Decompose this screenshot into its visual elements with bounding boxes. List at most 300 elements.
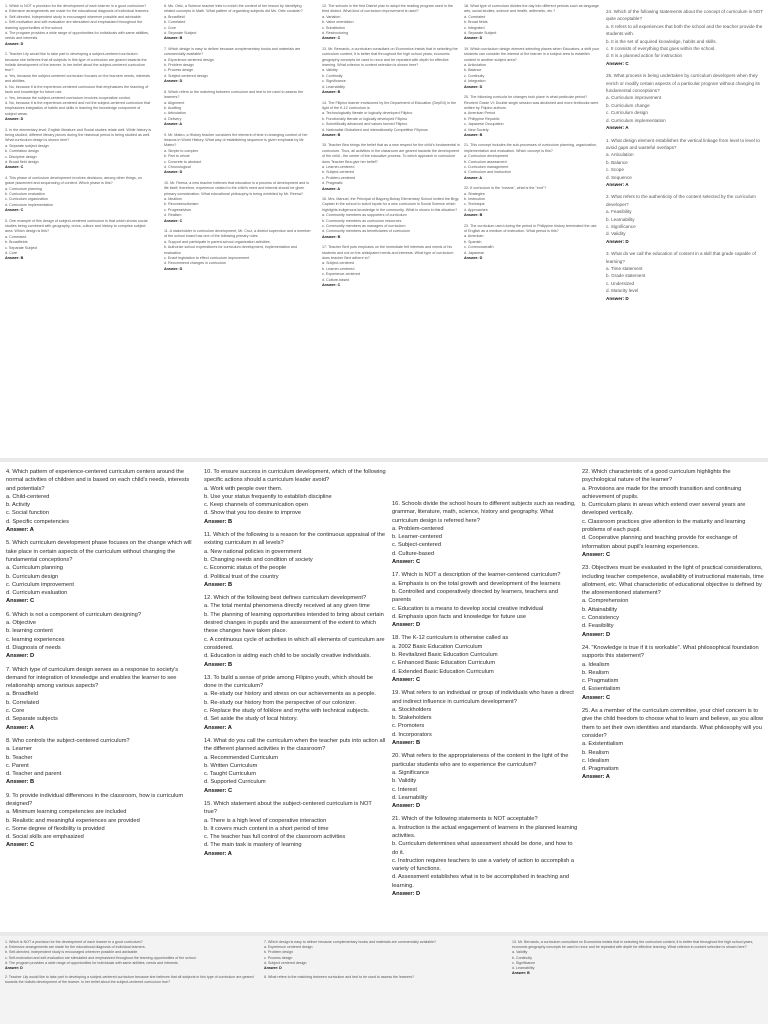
question-text: 25. What process is being undertaken by curriculum developers when they enrich or modify certain aspects of a particular program without changing its fundamental conceptions? xyxy=(606,73,760,94)
answer-option: c. Scientifically advanced and values formed Filipino xyxy=(322,122,408,127)
answer-option: c. Enact legislation to effect curriculum improvement xyxy=(164,256,250,261)
question-item xyxy=(392,752,578,810)
answer-option: c. Core xyxy=(6,708,25,715)
question-item xyxy=(464,47,600,90)
answer-option: d. Incorporators xyxy=(392,731,432,738)
answer-option: c. Education is a means to develop social creative individual xyxy=(392,605,544,612)
answer-option: a. Curriculum planning xyxy=(5,186,42,191)
answer-option: d. Recommend changes in curriculum xyxy=(164,261,226,266)
answer-option: b. Authorize school expenditures for curriculum development, implementation and evaluation xyxy=(164,245,298,255)
question-text: 3. What do we call the education of content in a skill that grade capable of learning? xyxy=(606,251,756,264)
answer-key: Answer: A xyxy=(6,724,34,731)
answer-option: d. Separate Subject xyxy=(164,31,197,36)
answer-option: b. Instruction xyxy=(464,197,486,201)
answer-option: c. Concrete to abstract xyxy=(164,159,202,164)
question-item xyxy=(582,468,764,559)
question-text: 13. Mr. Bernardo, a curriculum consultant on Economics insists that in selecting the curriculum content, it is better that throughout the high school years, economic geography concepts be used to recur and be repeated with depth for effective learning. What criterion in content selection is shown here? xyxy=(322,46,458,68)
answer-option: c. Discipline design xyxy=(5,154,37,159)
question-item xyxy=(164,47,312,85)
question-item xyxy=(464,224,600,262)
question-text: 8. Which refers to the matching between curriculum and test to be used to assess the learners? xyxy=(164,89,304,100)
answer-option: c. Self-motivation and self-evaluation are stimulated and emphasized throughout the learning opportunities of the school. xyxy=(5,955,197,960)
question-text: 8. Who controls the subject-centered curriculum? xyxy=(6,737,130,744)
answer-option: a. Curriculum planning xyxy=(6,565,63,572)
answer-option: c. Some degree of flexibility is provided xyxy=(6,825,105,832)
answer-option: c. Curriculum organization xyxy=(5,197,48,202)
question-text: 7. Which design is easy to deliver because complementary books and materials are commercially available? xyxy=(164,46,301,57)
answer-option: a. Support and participate in parent-school organization activities xyxy=(164,239,270,244)
answer-option: c. Progressivism xyxy=(164,207,192,212)
question-item xyxy=(322,197,460,240)
question-text: 12. Which of the following best defines curriculum development? xyxy=(204,595,367,602)
answer-option: d. No, because it is the experience-centered and not the subject-centered curriculum that emphasizes integration of habits and skills in learning the knowledge component of subject areas. xyxy=(5,100,151,116)
answer-option: b. Subject-centered xyxy=(322,170,354,175)
question-text: 24. "Knowledge is true if it is workable". What philosophical foundation supports this statement? xyxy=(582,644,759,660)
question-text: 22. If curriculum is the "means", what is the "end"? xyxy=(464,186,547,191)
answer-key: Answer: D xyxy=(5,966,23,971)
p2-col-3 xyxy=(392,500,578,930)
answer-option: c. It consists of everything that goes within the school. xyxy=(606,46,716,52)
answer-option: a. Alignment xyxy=(164,100,185,105)
question-text: 13. To build a sense of pride among Filipino youth, which should be done in the curriculum? xyxy=(204,674,374,690)
question-text: 6. Which is not a component of curriculum designing? xyxy=(6,611,141,618)
question-item xyxy=(5,975,255,985)
answer-key: Answer: D xyxy=(464,256,483,261)
answer-key: Answer: B xyxy=(164,36,183,41)
answer-option: a. Extensive arrangements are made for the educational diagnosis of individual learners. xyxy=(5,945,146,950)
answer-option: c. learning experiences xyxy=(6,636,65,643)
answer-key: Answer: A xyxy=(606,181,629,187)
question-item xyxy=(606,250,764,302)
question-text: 18. What type of curriculum divides the day into different periods such as language arts, social studies, science and health, arithmetic, etc.? xyxy=(464,4,599,14)
answer-option: a. Time statement xyxy=(606,266,643,271)
answer-option: b. Auditing xyxy=(164,105,182,110)
p2-col-4 xyxy=(582,468,764,930)
answer-key: Answer: A xyxy=(164,122,183,127)
answer-key: Answer: D xyxy=(392,622,421,629)
answer-option: d. Show that you too desire to improve xyxy=(204,510,302,517)
answer-option: a. Feasibility xyxy=(606,209,632,215)
question-text: 10. Mr. Reena, a new teacher believes that education is a process of development and is life itself; therefore, experience related to the child's need and interest should be given primary consideration. What educational philosophy is being exhibited by Mr. Reena? xyxy=(164,180,309,196)
answer-option: a. Experience centered design xyxy=(264,945,313,950)
answer-key: Answer: B xyxy=(204,518,233,525)
question-item xyxy=(392,634,578,684)
answer-option: b. Problem design xyxy=(164,63,194,68)
question-item xyxy=(512,940,764,976)
question-item xyxy=(264,975,504,980)
answer-option: c. Replace the study of folklore and myths with technical subjects. xyxy=(204,708,370,715)
answer-option: b. Validity xyxy=(392,778,417,785)
question-text: 20. What refers to the appropriateness of the content in the light of the particular students who are to experience the curriculum? xyxy=(392,753,569,768)
answer-option: b. Grade statement xyxy=(606,273,646,279)
answer-option: b. Correlated xyxy=(164,20,186,25)
question-text: 16. Mrs. Manuel, the Principal of Bagong Buhay Elementary School invited the Brgy. Captain in the school to solicit inputs for a new curriculum in Social Science which highlights indigenous knowledge in the community. What is shown in this situation? xyxy=(322,197,460,212)
answer-option: b. Stakeholders xyxy=(392,715,432,722)
question-text: 1. What design element establishes the vertical linkage from level to level to avoid gaps and wasteful overlaps? xyxy=(606,137,760,150)
answer-option: a. Correlated xyxy=(5,234,27,239)
question-text: 1. Which is NOT a provision for the development of each learner in a good curriculum? xyxy=(5,4,147,8)
answer-option: a. Existentialism xyxy=(582,741,624,748)
question-item xyxy=(164,229,312,272)
p2-col-2 xyxy=(204,468,386,930)
answer-option: a. Problem-centered xyxy=(392,525,444,532)
question-text: 2. Teacher Lily would like to take part in developing a subject-centered curriculum because she believes that all subjects in this type of curriculum are geared towards the holistic development of the learner. Is her belief about the subject-centered curriculum true? xyxy=(5,975,254,985)
answer-key: Answer: B xyxy=(322,234,341,239)
question-text: 13. Mr. Bernardo, a curriculum consultant on Economics insists that in selecting the curriculum content, it is better that throughout the high school years, economic geography concepts be used to recur and be repeated with depth for effective learning. What criterion in content selection is shown here? xyxy=(512,940,754,950)
answer-option: d. Separate subjects xyxy=(6,716,58,723)
question-text: 12. The schools in the first District plan to adopt the reading program used in the third district. What kind of curriculum improvement is used? xyxy=(322,4,453,14)
answer-option: a. New national policies in government xyxy=(204,548,302,555)
answer-option: c. Integrated xyxy=(464,25,485,30)
question-text: 19. What refers to an individual or group of individuals who have a direct and indirect influence in curriculum development? xyxy=(392,690,574,705)
answer-option: b. Self-directed, independent study is encouraged wherever possible and advisable. xyxy=(5,950,139,955)
answer-option: d. Restructuring xyxy=(322,31,349,36)
answer-key: Answer: B xyxy=(204,581,233,588)
question-item xyxy=(6,737,192,787)
answer-option: d. Nationalist Globalized and internationally Competitive Filipinos xyxy=(322,127,428,132)
answer-key: Answer: B xyxy=(392,740,421,747)
answer-key: Answer: B xyxy=(322,132,341,137)
question-item xyxy=(164,133,312,176)
question-item xyxy=(606,72,764,131)
question-item xyxy=(392,689,578,747)
answer-option: d. Learnability xyxy=(512,966,535,971)
question-text: 1. Which is NOT a provision for the development of each learner in a good curriculum? xyxy=(5,940,143,944)
answer-option: c. Commonwealth xyxy=(464,245,494,250)
answer-key: Answer: C xyxy=(322,36,341,41)
answer-option: d. Validity xyxy=(606,231,626,237)
answer-option: d. Culture-based xyxy=(322,277,350,282)
answer-option: a. The total mental phenomena directly received at any given time xyxy=(204,603,370,610)
question-item xyxy=(322,4,460,42)
question-text: 6. Ms. Ortiz, a Science teacher tries to enrich the content of her lesson by identifying related concepts in Math. What pattern of organizing subjects did Ms. Ortiz consider? xyxy=(164,4,303,14)
answer-option: d. Subject centered design xyxy=(264,960,307,965)
answer-option: b. Realistic and meaningful experiences are provided xyxy=(6,817,140,824)
answer-key: Answer: C xyxy=(204,787,233,794)
answer-option: a. Correlated xyxy=(464,14,486,19)
answer-option: d. Pragmatic xyxy=(322,181,343,186)
answer-option: c. Curriculum management xyxy=(464,164,509,169)
p1-col-1 xyxy=(5,4,152,456)
answer-option: a. Curriculum development xyxy=(464,154,509,159)
answer-option: a. It refers to all experiences that both the school and the teacher provide the students with. xyxy=(606,23,763,37)
question-item xyxy=(322,101,460,139)
answer-option: b. Revitalized Basic Education Curriculum xyxy=(392,652,498,659)
answer-key: Answer: C xyxy=(582,551,611,558)
answer-option: c. Technique xyxy=(464,202,485,207)
answer-option: b. Curriculum change xyxy=(606,102,650,108)
answer-option: d. Education is aiding each child to be socially creative individuals. xyxy=(204,653,371,660)
answer-option: a. Strategies xyxy=(464,191,485,196)
answer-option: d. Learnability xyxy=(322,84,345,89)
p1-col-3 xyxy=(322,4,460,456)
question-item xyxy=(322,47,460,96)
answer-option: d. Separate Subject xyxy=(464,31,497,36)
answer-key: Answer: C xyxy=(164,218,183,223)
answer-option: b. Curriculum evaluation xyxy=(5,192,45,196)
answer-option: a. Extensive arrangements are made for the educational diagnosis of individual learners. xyxy=(5,9,150,14)
answer-option: b. Philippine Republic xyxy=(464,116,500,121)
answer-option: d. Community members as beneficiaries of curriculum xyxy=(322,229,410,234)
answer-option: d. Feasibility xyxy=(582,623,614,630)
question-text: 18. The K-12 curriculum is otherwise called as xyxy=(392,635,509,642)
question-item xyxy=(582,707,764,782)
question-item xyxy=(5,940,255,971)
answer-option: b. Curriculum assessment xyxy=(464,159,507,164)
answer-option: c. Taught Curriculum xyxy=(204,771,257,778)
question-text: 7. Which type of curriculum design serves as a response to society's demand for integration of knowledge and enables the learner to see relationship among various aspects? xyxy=(6,666,179,690)
p1-col-2 xyxy=(164,4,312,456)
answer-option: b. Value orientation xyxy=(322,20,354,25)
answer-option: a. Separate subject design xyxy=(5,143,49,148)
answer-option: b. Community members as curriculum resources xyxy=(322,218,402,223)
answer-option: a. Learner xyxy=(6,746,32,753)
answer-key: Answer: D xyxy=(606,295,629,301)
answer-option: a. Curriculum improvement xyxy=(606,95,662,101)
question-text: 14. What do you call the curriculum when the teacher puts into action all the different planned activities in the classroom? xyxy=(204,737,386,753)
answer-option: c. Separate Subject xyxy=(5,245,38,250)
answer-option: b. Learner-centered xyxy=(392,534,442,541)
question-text: 5. One example of this design of subject-centered curriculum is that which shows social studies being combined with geography, civics, culture and history to comprise subject area. Which design is this? xyxy=(5,218,148,234)
answer-option: b. Curriculum design xyxy=(6,573,59,580)
answer-option: b. No, because it is the experience-centered curriculum that emphasizes the teaching of facts and knowledge for future use. xyxy=(5,84,149,95)
answer-option: d. Political trust of the country xyxy=(204,573,279,580)
answer-option: c. Pragmatism xyxy=(582,678,619,685)
answer-option: b. It is the set of acquired knowledge, habits and skills. xyxy=(606,38,717,44)
answer-option: a. Yes, because the subject-centered curriculum focuses on the learners needs, interests and abilities. xyxy=(5,73,150,84)
answer-option: a. Community members as supporters of curriculum xyxy=(322,213,407,218)
answer-option: a. Broadfield xyxy=(6,691,38,698)
answer-option: b. Changing needs and condition of society xyxy=(204,556,313,563)
question-item xyxy=(582,564,764,639)
answer-option: a. Significance xyxy=(392,769,429,776)
question-text: 21. Which of the following statements is NOT acceptable? xyxy=(392,816,538,823)
answer-key: Answer: B xyxy=(204,661,233,668)
answer-option: c. Community members as managers of curriculum xyxy=(322,224,406,229)
question-item xyxy=(322,245,460,288)
question-text: 21. This concept includes the sub-processes of curriculum planning, organization, implementation and evaluation. Which concept is this? xyxy=(464,143,597,153)
answer-option: c. Consistency xyxy=(582,615,619,622)
answer-option: d. Teacher and parent xyxy=(6,771,62,778)
answer-option: d. Set aside the study of local history. xyxy=(204,716,298,723)
question-text: 17. Which is NOT a description of the learner-centered curriculum? xyxy=(392,572,561,579)
answer-key: Answer: D xyxy=(464,36,483,41)
question-text: 15. Which statement about the subject-centered curriculum is NOT true? xyxy=(204,800,372,816)
answer-option: d. Delivery xyxy=(164,116,182,121)
question-item xyxy=(264,940,504,971)
answer-option: c. Yes, because the subject-centered curriculum involves cooperative control. xyxy=(5,95,131,100)
answer-option: a. Technologically literate or logically developed Filipino xyxy=(322,111,413,116)
question-text: 4. Which pattern of experience-centered curriculum centers around the normal activities of children and is based on each child's needs, interests and potentials? xyxy=(6,469,190,492)
question-text: 20. The following curricula for changes took place in what particular period? Reorient Grade VI: Double single session was abolished and more textbooks were written by Filipino authors. xyxy=(464,95,599,110)
answer-option: b. Learnability xyxy=(606,216,635,222)
answer-option: d. Cooperative planning and teaching provide for exchange of information about pupil's learning experiences. xyxy=(582,535,738,550)
answer-option: c. Curriculum design xyxy=(606,110,648,116)
answer-option: b. Balance xyxy=(606,159,628,165)
answer-option: c. Japanese Occupation xyxy=(464,122,504,127)
answer-key: Answer: C xyxy=(606,60,629,66)
answer-option: d. Curriculum and instruction xyxy=(464,170,511,175)
answer-option: d. New Society xyxy=(464,127,489,132)
answer-key: Answer: C xyxy=(6,842,35,849)
question-item xyxy=(204,674,386,732)
question-text: 16. Schools divide the school hours to different subjects such as reading, grammar, literature, math, science, history and geography. What curriculum design is referred here? xyxy=(392,501,576,524)
question-item xyxy=(5,4,152,47)
answer-option: b. Broadfields xyxy=(5,240,28,245)
answer-option: a. Emphasis is on the total growth and development of the learners xyxy=(392,580,561,587)
answer-option: a. Simple to complex xyxy=(164,148,199,153)
question-text: 14. The Filipino learner envisioned by the Department of Education (DepEd) in the light of the K-12 curriculum is xyxy=(322,100,456,110)
answer-option: d. Pragmatism xyxy=(582,766,619,773)
answer-option: b. Functionally literate or logically developed Filipino xyxy=(322,116,408,121)
question-item xyxy=(606,193,764,245)
question-item xyxy=(5,52,152,122)
question-item xyxy=(392,500,578,566)
answer-option: c. Process design xyxy=(264,955,293,960)
question-text: 8. What refers to the matching between curriculum and test to be used to assess the learners? xyxy=(264,975,415,980)
question-text: 23. Objectives must be evaluated in the light of practical considerations, including teacher competence, availability of instructional materials, time allotment, etc. What characteristic of educational objective is defined by the aforementioned statement? xyxy=(582,565,764,597)
answer-option: b. Controlled and cooperatively directed by learners, teachers and parents xyxy=(392,588,558,604)
answer-option: c. Experience-centered xyxy=(322,272,360,277)
page-2-panel xyxy=(0,462,768,932)
question-item xyxy=(392,815,578,898)
answer-key: Answer: C xyxy=(5,208,24,213)
answer-key: Answer: D xyxy=(164,170,183,175)
answer-option: a. There is a high level of cooperative interaction xyxy=(204,817,327,824)
answer-option: b. The planning of learning opportunities intended to bring about certain desired changes in pupils and the assessment of the extent to which these changes have taken place. xyxy=(204,611,384,635)
question-text: 5. Which curriculum development phase focuses on the change which will take place in certain aspects of the curriculum without changing the fundamental conceptions? xyxy=(6,540,192,563)
answer-option: a. Idealism xyxy=(582,661,610,668)
answer-key: Answer: B xyxy=(6,779,35,786)
answer-option: b. Re-study our history from the perspective of our colonizer. xyxy=(204,699,357,706)
question-item xyxy=(164,4,312,42)
answer-key: Answer: B xyxy=(5,256,24,261)
answer-option: a. Stockholders xyxy=(392,706,432,713)
answer-option: d. Japanese xyxy=(464,250,485,255)
question-text: 10. To ensure success in curriculum development, which of the following specific actions should a curriculum leader avoid? xyxy=(204,469,386,484)
answer-option: a. Validity xyxy=(322,68,338,73)
answer-key: Answer: D xyxy=(5,117,24,122)
answer-option: d. Curriculum implementation xyxy=(606,117,666,123)
answer-key: Answer: C xyxy=(322,283,341,288)
answer-option: d. Emphasis upon facts and knowledge for future use xyxy=(392,613,527,620)
question-text: 9. To provide individual differences in the classroom, how is curriculum designed? xyxy=(6,792,184,807)
answer-option: c. Undersized xyxy=(606,280,635,286)
p3-col-2 xyxy=(264,940,504,1024)
answer-option: a. Experience centered design xyxy=(164,57,214,62)
answer-option: c. Significance xyxy=(512,960,536,965)
answer-key: Answer: B xyxy=(464,213,483,218)
question-text: 23. The curriculum used during the period in Philippine history terminated the use of English as a medium of instruction. What period is this? xyxy=(464,223,597,234)
answer-option: c. Substitution xyxy=(322,25,346,30)
answer-option: d. It is a planned action for instruction xyxy=(606,53,683,59)
question-text: 2. Teacher Lily would like to take part in developing a subject-centered curriculum because she believes that all subjects in this type of curriculum are geared towards the holistic development of the learner. Is her belief about the subject-centered curriculum true? xyxy=(5,52,147,73)
answer-key: Answer: A xyxy=(606,125,629,131)
answer-option: d. Culture-based xyxy=(392,550,435,557)
answer-option: d. Approaches xyxy=(464,207,488,212)
answer-key: Answer: D xyxy=(606,238,629,244)
answer-key: Answer: B xyxy=(322,90,341,95)
answer-option: d. Specific competencies xyxy=(6,518,69,525)
answer-option: b. Continuity xyxy=(322,73,343,78)
answer-option: a. American xyxy=(464,234,484,239)
answer-key: Answer: D xyxy=(164,79,183,84)
page-1-panel xyxy=(0,0,768,458)
answer-option: c. Process design xyxy=(164,68,194,73)
p1-col-4 xyxy=(464,4,600,456)
answer-option: d. Curriculum implementation xyxy=(5,202,53,207)
answer-option: d. Diagnosis of needs xyxy=(6,644,61,651)
answer-option: a. Comprehension xyxy=(582,598,629,605)
answer-option: d. Social skills are emphasized xyxy=(6,834,84,841)
question-item xyxy=(204,737,386,795)
question-text: 15. Teacher Bea brings the belief that as a new respect for the child's fundamental in curriculum. Thus, all activities in the classroom are geared towards the development of the child - the center of the educative process. To which approach in curriculum does Teacher Bea give her belief? xyxy=(322,143,460,164)
answer-key: Answer: A xyxy=(204,724,232,731)
answer-option: a. Idealism xyxy=(164,197,182,201)
question-item xyxy=(5,176,152,214)
answer-option: b. Curriculum determines what assessment should be done, and how to do it. xyxy=(392,841,573,856)
answer-key: Answer: D xyxy=(392,891,421,898)
question-item xyxy=(204,468,386,526)
answer-option: c. Parent xyxy=(6,762,29,769)
answer-option: c. The teacher has full control of the classroom activities xyxy=(204,834,346,841)
answer-option: c. Social function xyxy=(6,510,49,517)
answer-key: Answer: A xyxy=(582,774,610,781)
answer-option: b. Part to whole xyxy=(164,154,190,159)
question-text: 25. As a member of the curriculum committee, your chief concern is to give the child freedom to choose what to learn and believe, as you allow them to set their own identities and standards. What philosophy will you consider? xyxy=(582,708,764,739)
answer-option: c. Core xyxy=(164,25,176,30)
question-item xyxy=(6,666,192,732)
answer-option: d. Extended Basic Education Curriculum xyxy=(392,668,494,675)
answer-key: Answer: D xyxy=(392,803,421,810)
answer-option: b. Broad fields xyxy=(464,20,488,25)
answer-option: b. Use your status frequently to establish discipline xyxy=(204,493,332,500)
answer-option: d. Learnability xyxy=(392,794,428,801)
answer-option: b. Spanish xyxy=(464,239,482,244)
answer-key: Answer: D xyxy=(464,84,483,89)
answer-option: a. Broadfield xyxy=(164,14,185,19)
answer-option: d. Maturity level xyxy=(606,288,639,294)
answer-option: c. Promoters xyxy=(392,723,425,730)
answer-option: a. Learner-centered xyxy=(322,164,355,169)
answer-option: b. Continuity xyxy=(512,955,532,960)
answer-key: Answer: D xyxy=(5,41,24,46)
question-item xyxy=(164,181,312,224)
p3-col-1 xyxy=(5,940,255,1024)
answer-option: d. The program provides a wide range of opportunities for individuals with same abilities, needs and interests. xyxy=(5,31,150,41)
answer-option: a. 2002 Basic Education Curriculum xyxy=(392,643,483,650)
answer-option: d. Essentialism xyxy=(582,686,621,693)
question-text: 2. What refers to the authenticity of the content selected by the curriculum developer? xyxy=(606,194,756,207)
question-item xyxy=(606,8,764,67)
answer-option: b. Attainability xyxy=(582,606,618,613)
answer-option: d. Supported Curriculum xyxy=(204,779,266,786)
answer-option: b. Realism xyxy=(582,669,609,676)
question-item xyxy=(5,219,152,262)
answer-key: Answer: D xyxy=(164,266,183,271)
answer-key: Answer: B xyxy=(464,132,483,137)
answer-option: b. Curriculum plans in areas which extend over several years are developed vertically. xyxy=(582,502,746,517)
answer-option: c. Self-motivation and self-evaluation are stimulated and emphasized throughout the learning opportunities of the school. xyxy=(5,20,143,30)
answer-option: d. Broad field design xyxy=(5,159,39,164)
answer-option: b. Problem design xyxy=(264,950,293,955)
answer-option: d. The main task is mastery of learning xyxy=(204,842,302,849)
answer-option: b. Teacher xyxy=(6,754,33,761)
answer-option: d. Subject centered design xyxy=(164,73,208,78)
answer-option: d. Curriculum evaluation xyxy=(6,590,68,597)
question-item xyxy=(582,644,764,702)
question-text: 17. Teacher Bert puts emphasis on the immediate felt interests and needs of his students and not on the anticipated needs and interests. What type of curriculum does teacher Bert adhere to? xyxy=(322,245,454,261)
